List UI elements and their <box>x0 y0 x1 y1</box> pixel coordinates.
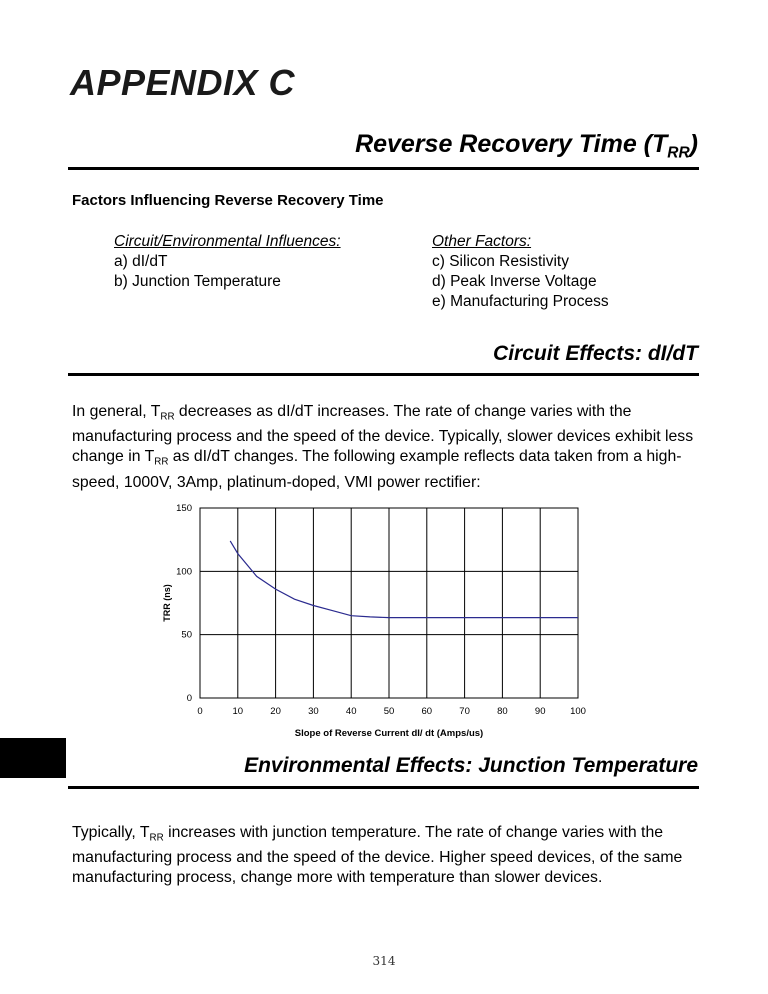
section-tab-marker <box>0 738 66 778</box>
y-tick-label: 0 <box>186 693 192 704</box>
factor-item: d) Peak Inverse Voltage <box>432 273 597 290</box>
x-tick-label: 60 <box>421 706 433 717</box>
x-tick-label: 100 <box>570 706 586 717</box>
circuit-influences-heading: Circuit/Environmental Influences: <box>114 233 341 250</box>
x-tick-label: 50 <box>383 706 395 717</box>
y-axis-label: TRR (ns) <box>162 584 172 622</box>
x-tick-label: 70 <box>459 706 470 717</box>
factors-heading: Factors Influencing Reverse Recovery Time <box>72 192 384 209</box>
x-tick-label: 80 <box>497 706 508 717</box>
factor-item: c) Silicon Resistivity <box>432 253 569 270</box>
y-tick-labels <box>176 503 192 704</box>
page-title-end: ) <box>689 130 698 158</box>
page-title-main: Reverse Recovery Time (T <box>355 130 668 158</box>
environmental-effects-title: Environmental Effects: Junction Temperature <box>244 754 698 777</box>
page-title-subscript: RR <box>667 144 690 162</box>
environmental-effects-paragraph: Typically, $T_{RR}$ increases with junction temperature. The rate of change varies with the manufacturing process and the speed of the device. Higher speed devices, of the same manufacturing process, change more with temperature than slower devices. <box>72 824 683 887</box>
chart-grid <box>200 508 578 698</box>
factor-item: b) Junction Temperature <box>114 273 281 290</box>
y-tick-label: 150 <box>176 503 192 514</box>
factor-item: a) dI/dT <box>114 253 168 270</box>
factor-item: e) Manufacturing Process <box>432 293 609 310</box>
circuit-effects-paragraph: In general, $T_{RR}$ decreases as dI/dT increases. The rate of change varies with the manufacturing process and the speed of the device. Typically, slower devices exhibit less change in $T_{RR}$ as dI/dT changes. The following example reflects data taken from a high-speed, 1000V, 3Amp, platinum-doped, VMI power rectifier: <box>72 403 694 491</box>
trr-series-line <box>230 541 578 618</box>
other-factors-heading: Other Factors: <box>432 233 532 250</box>
x-tick-labels <box>197 706 586 717</box>
x-tick-label: 20 <box>270 706 281 717</box>
x-tick-label: 30 <box>308 706 319 717</box>
y-tick-label: 50 <box>181 629 192 641</box>
x-axis-label: Slope of Reverse Current dI/ dt (Amps/us) <box>294 728 484 739</box>
circuit-effects-title: Circuit Effects: dI/dT <box>493 342 698 365</box>
y-tick-label: 100 <box>176 566 192 578</box>
x-tick-label: 40 <box>345 706 357 717</box>
environmental-effects-rule <box>68 786 699 789</box>
x-tick-label: 10 <box>232 706 244 717</box>
appendix-heading: APPENDIX C <box>70 62 296 103</box>
x-tick-label: 90 <box>534 706 546 717</box>
x-tick-label: 0 <box>197 706 203 717</box>
page-number: 314 <box>372 954 396 968</box>
